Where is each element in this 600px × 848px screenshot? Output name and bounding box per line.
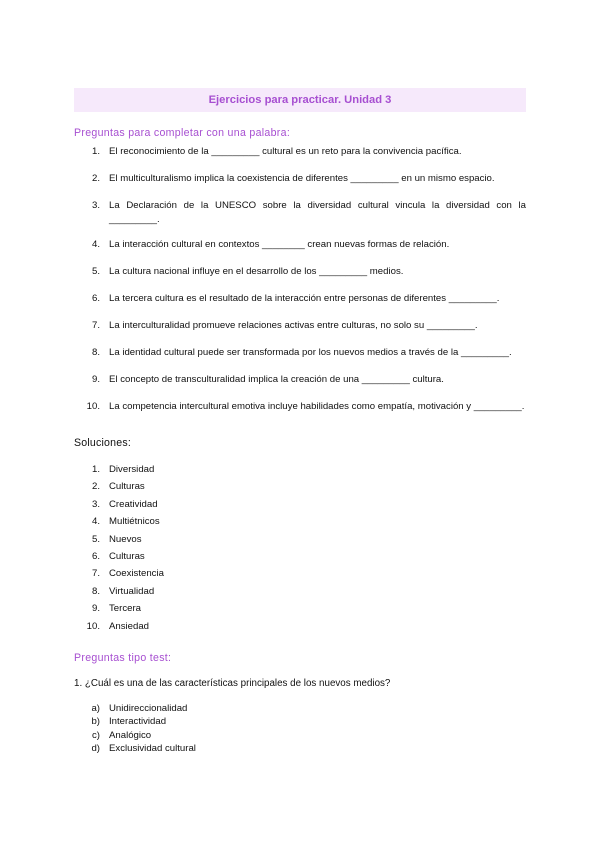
question-item: 4. La interacción cultural en contextos ________ crean nuevas formas de relación. — [91, 239, 450, 251]
fill-in-question-list — [74, 145, 526, 425]
title-banner — [74, 88, 526, 112]
solution-item: 6. Culturas — [91, 550, 145, 562]
question-item: 3. La Declaración de la UNESCO sobre la diversidad cultural vincula la diversidad con la _________. — [91, 199, 526, 225]
solutions-heading: Soluciones: — [74, 437, 131, 449]
answer-option: b) Interactividad — [91, 716, 167, 728]
question-item: 9. El concepto de transculturalidad implica la creación de una _________ cultura. — [91, 373, 444, 385]
question-item: 6. La tercera cultura es el resultado de la interacción entre personas de diferentes _________. — [91, 293, 500, 305]
answer-option: d) Exclusividad cultural — [91, 742, 196, 754]
solution-item: 2. Culturas — [91, 481, 145, 493]
solution-item: 3. Creatividad — [91, 498, 158, 510]
answer-option: a) Unidireccionalidad — [91, 703, 188, 714]
page-title: Ejercicios para practicar. Unidad 3 — [208, 94, 392, 106]
solution-item: 1. Diversidad — [91, 464, 155, 475]
solution-item: 8. Virtualidad — [91, 585, 155, 597]
solution-item: 4. Multiétnicos — [91, 516, 160, 528]
test-question: 1. ¿Cuál es una de las características principales de los nuevos medios? — [74, 678, 391, 689]
question-item: 7. La interculturalidad promueve relaciones activas entre culturas, no solo su _________. — [91, 320, 478, 332]
question-item: 2. El multiculturalismo implica la coexistencia de diferentes _________ en un mismo espacio. — [91, 172, 495, 184]
question-item: 5. La cultura nacional influye en el desarrollo de los _________ medios. — [91, 266, 404, 278]
answer-options-list — [74, 702, 196, 755]
question-item: 10. La competencia intercultural emotiva incluye habilidades como empatía, motivación y _________. — [86, 400, 525, 412]
question-item: 8. La identidad cultural puede ser transformada por los nuevos medios a través de la _________. — [91, 346, 512, 358]
question-item: 1. El reconocimiento de la _________ cultural es un reto para la convivencia pacífica. — [91, 146, 462, 157]
solution-item: 7. Coexistencia — [91, 568, 164, 580]
fill-in-heading: Preguntas para completar con una palabra: — [74, 127, 291, 139]
solution-item: 5. Nuevos — [91, 533, 142, 545]
answer-option: c) Analógico — [92, 729, 152, 741]
test-questions-heading: Preguntas tipo test: — [74, 652, 172, 664]
solution-item: 9. Tercera — [91, 603, 141, 615]
solutions-list — [74, 463, 164, 637]
solution-item: 10. Ansiedad — [86, 620, 150, 632]
